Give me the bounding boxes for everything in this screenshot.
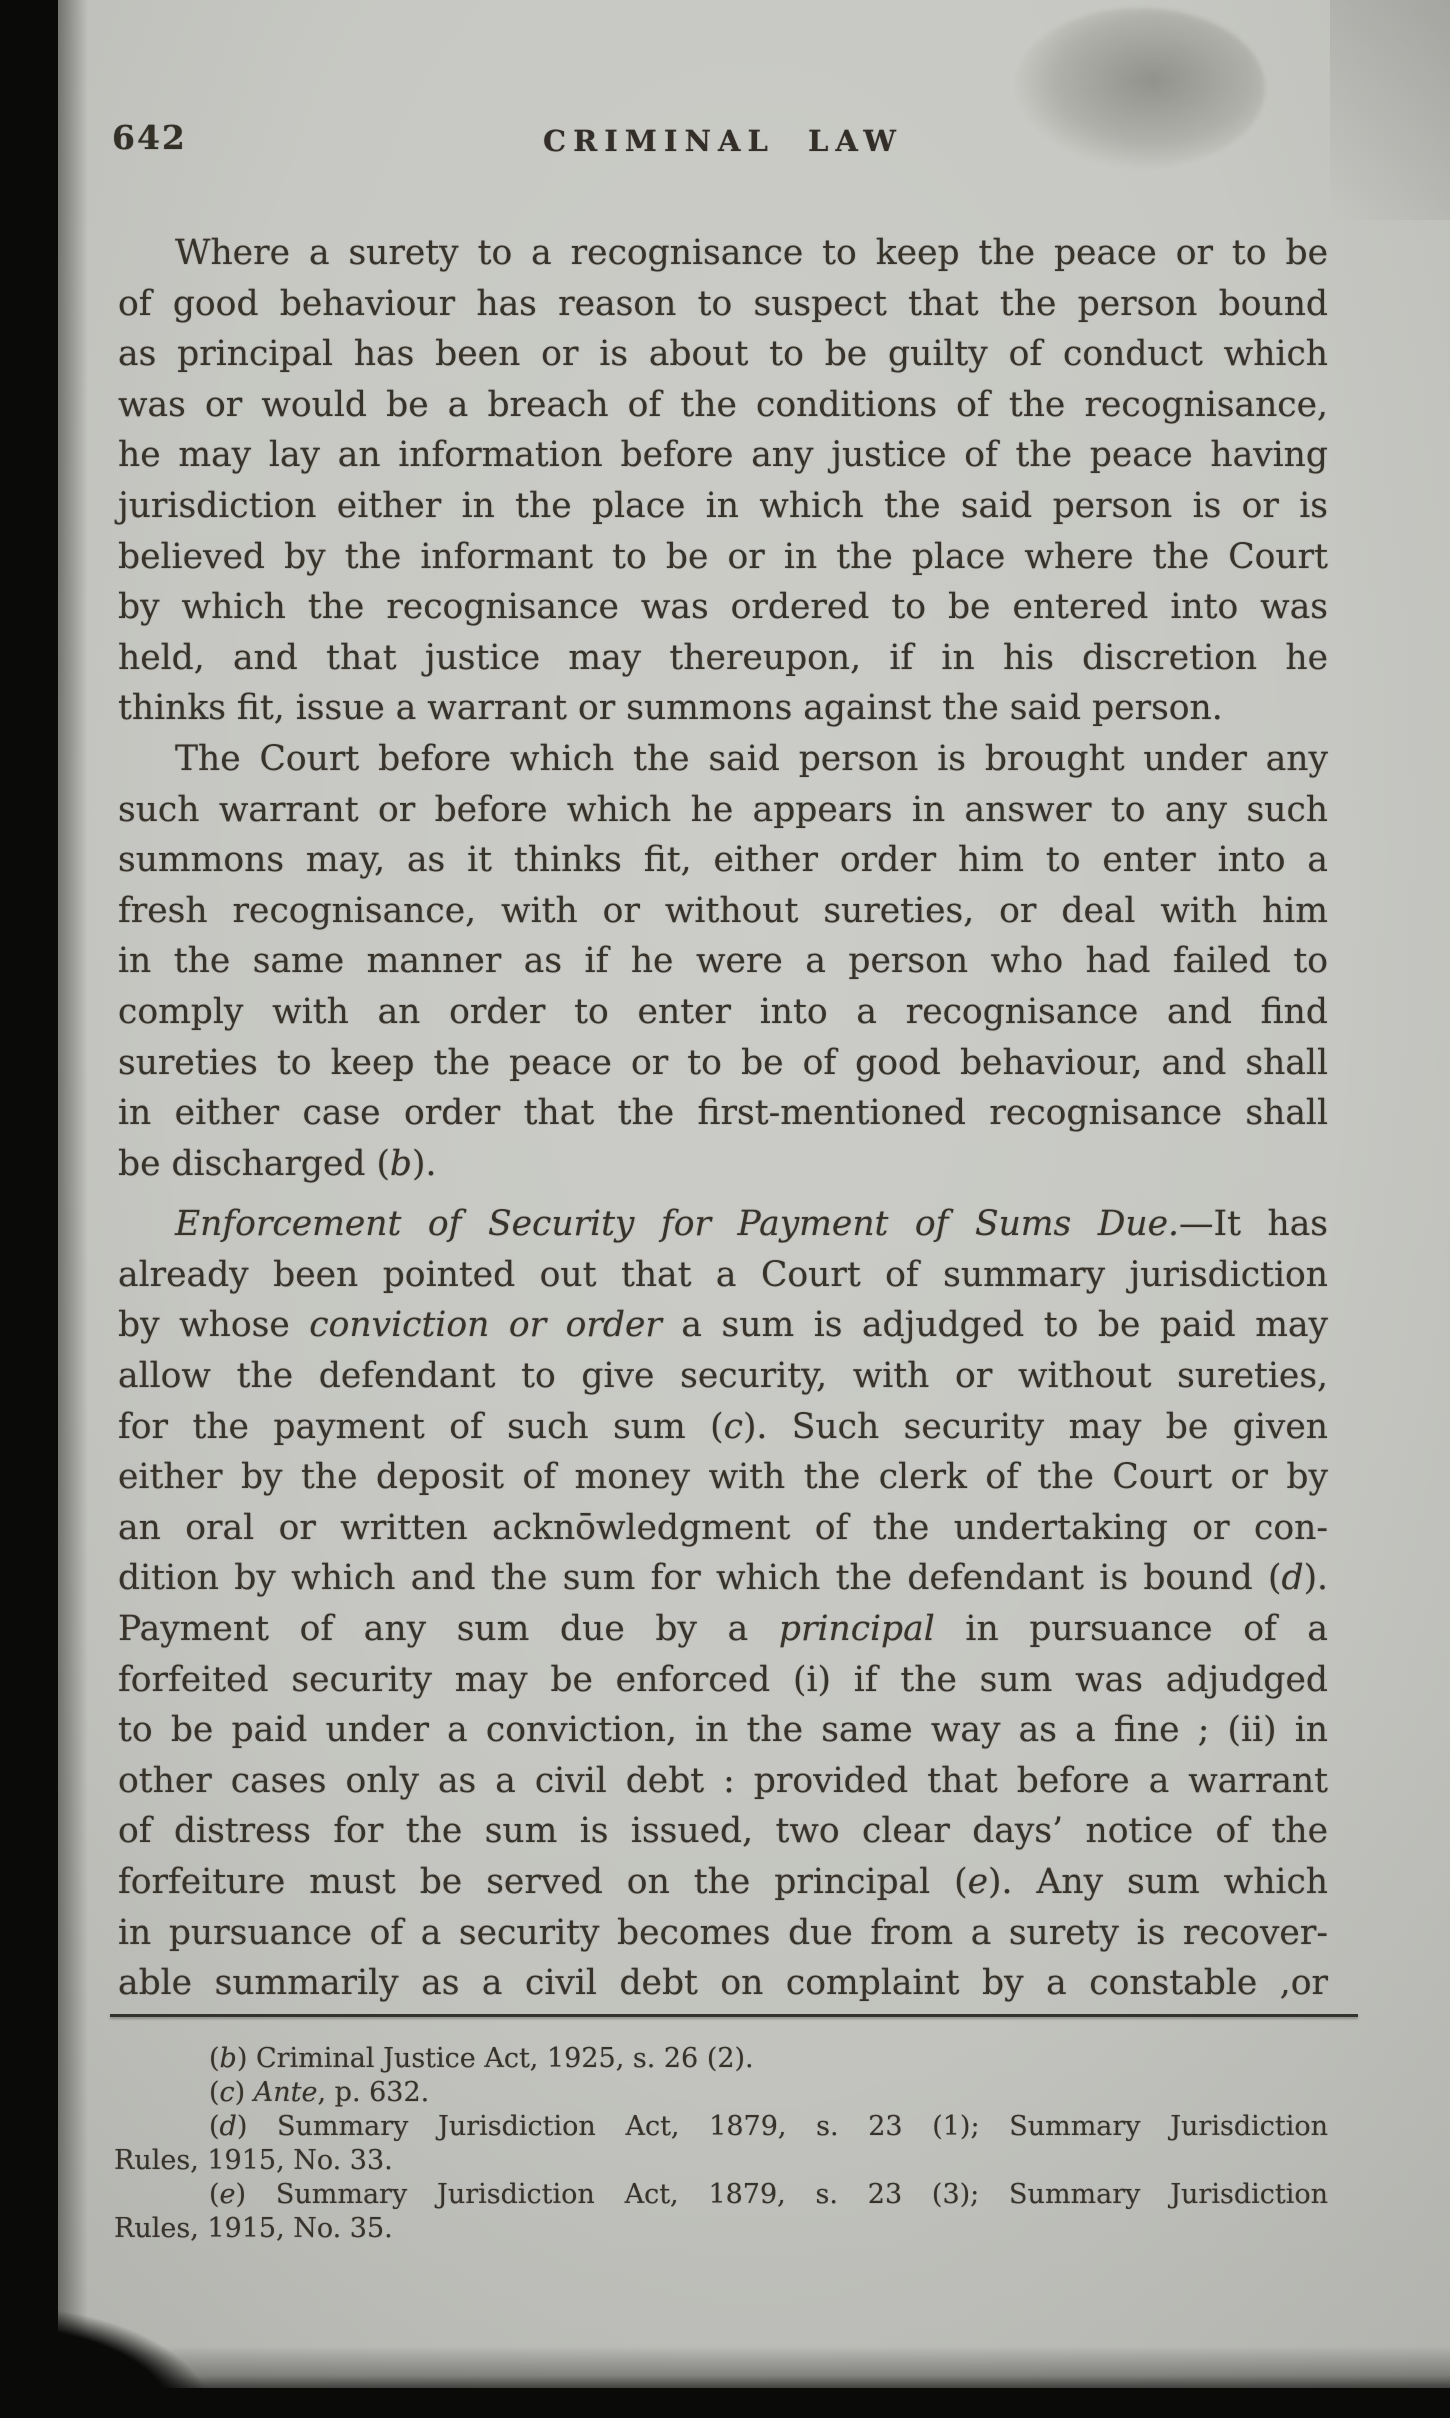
text-segment: be discharged ( bbox=[118, 1143, 390, 1184]
text-line bbox=[118, 481, 1328, 532]
text-segment: ) Summary Jurisdiction Act, 1879, s. 23 (1); Summary Jurisdiction bbox=[236, 2111, 1328, 2142]
footnote bbox=[114, 2178, 1328, 2246]
text-segment: , p. 632. bbox=[317, 2077, 430, 2108]
text-segment: summons may, as it thinks fit, either order him to enter into a bbox=[118, 840, 1328, 881]
text-line bbox=[118, 734, 1328, 785]
italic-text: d bbox=[219, 2111, 237, 2142]
text-line bbox=[118, 1351, 1328, 1402]
text-line bbox=[118, 1806, 1328, 1857]
text-segment: Payment of any sum due by a bbox=[118, 1609, 779, 1650]
text-segment: held, and that justice may thereupon, if in his discretion he bbox=[118, 637, 1328, 678]
text-segment: an oral or written acknōwledgment of the undertaking or con- bbox=[118, 1507, 1328, 1548]
text-line bbox=[118, 1503, 1328, 1554]
text-line bbox=[118, 430, 1328, 481]
paragraph bbox=[118, 734, 1328, 1189]
text-line bbox=[118, 633, 1328, 684]
text-line bbox=[118, 886, 1328, 937]
text-line bbox=[118, 228, 1328, 279]
text-line bbox=[118, 1250, 1328, 1301]
text-segment: Rules, 1915, No. 33. bbox=[114, 2145, 393, 2176]
text-line bbox=[118, 1705, 1328, 1756]
text-segment: jurisdiction either in the place in which the said person is or is bbox=[118, 485, 1328, 526]
text-segment: ). bbox=[412, 1143, 437, 1184]
footnote-line bbox=[114, 2144, 1328, 2178]
footnote-line bbox=[114, 2042, 1328, 2076]
text-line bbox=[118, 1300, 1328, 1351]
italic-text: d bbox=[1281, 1558, 1304, 1599]
text-segment: ). Such security may be given bbox=[742, 1406, 1328, 1447]
corner-shade bbox=[1330, 0, 1450, 220]
text-segment: in pursuance of a bbox=[934, 1609, 1328, 1650]
film-border-bottom-shadow bbox=[0, 2346, 1450, 2388]
italic-text: principal bbox=[778, 1609, 935, 1650]
text-line bbox=[118, 380, 1328, 431]
text-line bbox=[118, 279, 1328, 330]
text-line bbox=[118, 683, 1328, 734]
italic-text: c bbox=[723, 1406, 743, 1447]
text-line bbox=[118, 1908, 1328, 1959]
film-border-left-shadow bbox=[58, 0, 88, 2418]
text-segment: of distress for the sum is issued, two clear days’ notice of the bbox=[118, 1811, 1328, 1852]
text-segment: by which the recognisance was ordered to be entered into was bbox=[118, 587, 1328, 628]
text-line bbox=[118, 1088, 1328, 1139]
page-number: 642 bbox=[112, 118, 187, 157]
text-segment: in either case order that the first-mentioned recognisance shall bbox=[118, 1093, 1328, 1134]
text-segment: ( bbox=[209, 2179, 220, 2210]
text-line bbox=[118, 785, 1328, 836]
text-segment: ). Any sum which bbox=[988, 1862, 1328, 1902]
text-segment: sureties to keep the peace or to be of good behaviour, and shall bbox=[118, 1042, 1328, 1083]
italic-text: c bbox=[219, 2077, 235, 2108]
text-line bbox=[118, 532, 1328, 583]
text-segment: to be paid under a conviction, in the same way as a fine ; (ii) in bbox=[118, 1710, 1328, 1751]
text-segment: for the payment of such sum ( bbox=[118, 1406, 724, 1447]
text-line bbox=[118, 1199, 1328, 1250]
footnote-line bbox=[114, 2076, 1328, 2110]
text-segment: allow the defendant to give security, with or without sureties, bbox=[118, 1356, 1328, 1397]
footnote-line bbox=[114, 2110, 1328, 2144]
italic-text: b bbox=[389, 1143, 413, 1184]
footnote-line bbox=[114, 2212, 1328, 2246]
text-segment: Where a surety to a recognisance to keep the peace or to be bbox=[175, 233, 1328, 273]
text-line bbox=[118, 1655, 1328, 1706]
italic-text: e bbox=[219, 2179, 236, 2210]
text-line bbox=[118, 1553, 1328, 1604]
text-segment: ). bbox=[1303, 1558, 1328, 1599]
text-segment: dition by which and the sum for which the defendant is bound ( bbox=[118, 1558, 1282, 1599]
text-line bbox=[118, 1452, 1328, 1503]
footnote-rule bbox=[110, 2014, 1358, 2017]
text-segment: ( bbox=[209, 2111, 220, 2142]
italic-text: conviction or order bbox=[309, 1305, 662, 1346]
text-line bbox=[118, 329, 1328, 380]
text-line bbox=[118, 835, 1328, 886]
footnotes bbox=[114, 2042, 1328, 2246]
italic-text: e bbox=[967, 1862, 989, 1902]
text-segment: other cases only as a civil debt : provided that before a warrant bbox=[118, 1760, 1328, 1801]
text-segment: as principal has been or is about to be guilty of conduct which bbox=[118, 334, 1328, 375]
text-segment: of good behaviour has reason to suspect that the person bound bbox=[118, 283, 1328, 324]
text-segment: by whose bbox=[118, 1305, 310, 1346]
paragraph bbox=[118, 228, 1328, 734]
text-line bbox=[118, 1139, 1328, 1190]
text-segment: ) bbox=[234, 2077, 254, 2108]
text-segment: was or would be a breach of the conditions of the recognisance, bbox=[118, 384, 1328, 425]
paragraph bbox=[118, 1199, 1328, 2009]
footnote-line bbox=[114, 2178, 1328, 2212]
body-text bbox=[118, 228, 1328, 2009]
text-segment: thinks fit, issue a warrant or summons against the said person. bbox=[118, 688, 1223, 729]
text-segment: in pursuance of a security becomes due from a surety is recover- bbox=[118, 1912, 1328, 1953]
text-segment: forfeited security may be enforced (i) if the sum was adjudged bbox=[118, 1659, 1328, 1700]
italic-text: Ante bbox=[253, 2077, 318, 2108]
text-segment: such warrant or before which he appears in answer to any such bbox=[118, 789, 1328, 830]
italic-text: Enforcement of Security for Payment of Sums Due. bbox=[175, 1204, 1180, 1245]
text-segment: ( bbox=[209, 2043, 220, 2074]
text-segment: believed by the informant to be or in the place where the Court bbox=[118, 536, 1328, 577]
text-line bbox=[118, 1857, 1328, 1908]
text-segment: fresh recognisance, with or without sureties, or deal with him bbox=[118, 890, 1328, 931]
text-segment: ) Criminal Justice Act, 1925, s. 26 (2). bbox=[236, 2043, 754, 2074]
text-segment: already been pointed out that a Court of summary jurisdiction bbox=[118, 1254, 1328, 1295]
text-line bbox=[118, 1038, 1328, 1089]
text-segment: ( bbox=[209, 2077, 220, 2108]
text-segment: comply with an order to enter into a recognisance and find bbox=[118, 991, 1328, 1032]
text-line bbox=[118, 1958, 1328, 2009]
text-segment: forfeiture must be served on the principal ( bbox=[118, 1862, 968, 1902]
text-line bbox=[118, 1756, 1328, 1807]
text-segment: ) Summary Jurisdiction Act, 1879, s. 23 (3); Summary Jurisdiction bbox=[235, 2179, 1328, 2210]
film-border-corner bbox=[0, 2308, 210, 2418]
text-segment: a sum is adjudged to be paid may bbox=[661, 1305, 1328, 1346]
text-segment: able summarily as a civil debt on complaint by a constable ,or bbox=[118, 1963, 1328, 2004]
running-header: CRIMINAL LAW bbox=[543, 124, 903, 158]
text-line bbox=[118, 582, 1328, 633]
text-segment: Rules, 1915, No. 35. bbox=[114, 2213, 393, 2244]
text-segment: —It has bbox=[1179, 1204, 1329, 1245]
text-line bbox=[118, 1402, 1328, 1453]
footnote bbox=[114, 2110, 1328, 2178]
footnote bbox=[114, 2042, 1328, 2076]
italic-text: b bbox=[219, 2043, 237, 2074]
text-line bbox=[118, 936, 1328, 987]
text-segment: either by the deposit of money with the clerk of the Court or by bbox=[118, 1457, 1328, 1498]
text-line bbox=[118, 1604, 1328, 1655]
footnote bbox=[114, 2076, 1328, 2110]
text-line bbox=[118, 987, 1328, 1038]
film-border-bottom bbox=[0, 2388, 1450, 2418]
text-segment: The Court before which the said person is brought under any bbox=[175, 738, 1328, 779]
text-segment: in the same manner as if he were a person who had failed to bbox=[118, 941, 1328, 982]
film-border-left bbox=[0, 0, 58, 2418]
text-segment: he may lay an information before any justice of the peace having bbox=[118, 435, 1328, 476]
